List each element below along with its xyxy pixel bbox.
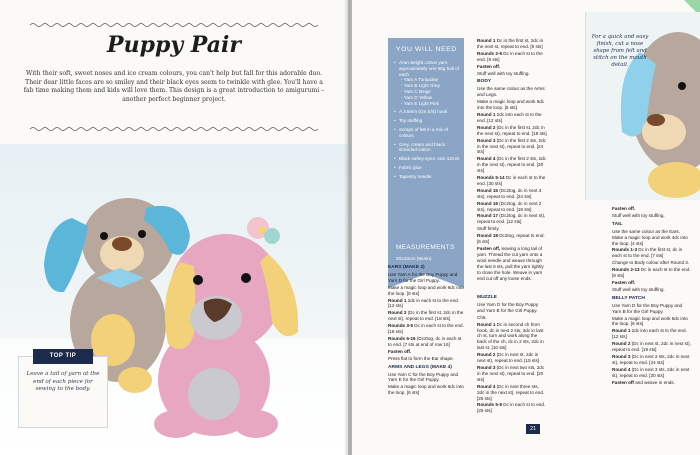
- pattern-line: Round 4 (Dc in next 3 sts, 2dc in next st), repeat to end. [30 sts]: [612, 366, 690, 378]
- pattern-line: Rounds 2-9 Dc in each st to the end. [9 sts]: [477, 50, 543, 62]
- pattern-line: Round 2 (Dc in the first st, 2dc in the next st), repeat to end. [18 sts]: [388, 310, 464, 322]
- muzzle-heading: MUZZLE: [477, 295, 497, 300]
- pattern-column-1-lower: [388, 262, 466, 397]
- intro-paragraph: With their soft, sweet noses and ice cream colours, you can't help but fall for this adorable duo. Their dear little faces are so smiley and their black eyes seem to twinkle with glee. You'll have a fab time making them and kids will love them. This design is a great introduction to amigurumi – another perfect beginner project.: [23, 70, 325, 103]
- pattern-line: Use Yarn D for the Boy Puppy and Yarn B for the Girl Puppy.: [477, 301, 539, 313]
- intro-wavy-divider: [30, 126, 318, 132]
- yarn-c-label: Yarn C Beige: [403, 88, 431, 94]
- right-page: [352, 0, 700, 455]
- materials-item: • A 3.5mm (US E/4) hook: [394, 109, 460, 115]
- pattern-line: Fasten off.: [612, 206, 636, 211]
- page-title: Puppy Pair: [107, 32, 241, 58]
- pattern-line: Rounds 5-14 Dc in each st to the end. [30 sts]: [477, 175, 546, 186]
- tail-heading: TAIL: [612, 221, 623, 227]
- pattern-line: Fasten off.: [612, 279, 636, 285]
- pattern-line: Round 3 (Dc in next two sts, 2dc in the next st), repeat to end. [20 sts]: [477, 364, 545, 382]
- yarn-d: - Yarn D Yellow: [401, 94, 432, 100]
- pattern-line: Rounds 3-5 Dc in each st to the end. [18 sts]: [388, 323, 464, 335]
- pattern-line: Change to Body colour after Round 3.: [612, 260, 690, 266]
- pattern-line: Stuff firmly.: [477, 226, 500, 232]
- pattern-line: Fasten off and weave in ends.: [612, 379, 675, 385]
- pattern-line: Round 17 (Dc2tog, dc in next st), repeat to end. [12 sts]: [477, 213, 546, 225]
- pattern-line: Round 1 Dc in second ch from hook, dc in next 2 sts, 3dc in last ch st, turn and work along the back of the ch, dc in 2 sts, 2dc in last st. [10 sts]: [477, 321, 544, 351]
- pattern-line: Round 2 (Dc in the first st, 2dc in the next st), repeat to end. [18 sts]: [477, 124, 547, 136]
- top-tip-label: TOP TIP: [33, 349, 93, 364]
- pattern-line: Round 4 (Dc in the first 2 sts, 2dc in the next st), repeat to end. [30 sts]: [477, 156, 546, 174]
- materials-item: • Black safety eyes, size 12mm: [394, 156, 460, 162]
- pattern-line: Rounds 5-9 Dc in each st to end. [25 sts]: [477, 402, 546, 414]
- yarn-e-label: Yarn E Light Pink: [403, 100, 439, 106]
- top-tip-box: [18, 353, 108, 428]
- pattern-line: Round 1 2dc into each st to the end. [12 sts]: [612, 328, 687, 340]
- pattern-line: Rounds 2-13 Dc in each st to the end. [9 sts]: [612, 267, 691, 279]
- yarn-c: - Yarn C Beige: [401, 88, 431, 94]
- pattern-line: Ch5.: [477, 314, 487, 320]
- pattern-line: Make a magic loop and work 6dc into the loop. [6 sts]: [388, 384, 464, 396]
- measurements-value: 20x10cm (8x4in): [396, 257, 432, 262]
- pattern-line: Stuff well with toy stuffing.: [612, 212, 665, 218]
- pattern-line: Stuff well with toy stuffing.: [612, 286, 665, 292]
- callout-text: For a quick and easy finish, cut a nose shape from felt and stitch on the mouth detail.: [591, 34, 649, 68]
- pattern-line: Round 4 (Dc in next three sts, 2dc in the next st), repeat to end. [25 sts]: [477, 383, 545, 401]
- yarn-e: - Yarn E Light Pink: [401, 100, 439, 106]
- pattern-line: Fasten off.: [388, 348, 412, 354]
- yarn-b-label: Yarn B Light Grey: [403, 83, 440, 89]
- yarn-a: - Yarn A Turquoise: [401, 77, 439, 83]
- pattern-line: Round 1 2dc in each st to the end. [12 sts]: [388, 297, 459, 309]
- pattern-line: Round 2 (Dc in next st, 2dc in next st), repeat to end. [18 sts]: [612, 341, 691, 353]
- left-page: [0, 0, 348, 455]
- pattern-line: Round 15 (Dc2tog, dc in next 3 sts), repeat to end. [24 sts]: [477, 187, 542, 199]
- pattern-line: Stuff well with toy stuffing.: [477, 70, 530, 76]
- belly-patch-heading: BELLY PATCH: [612, 295, 645, 301]
- pattern-line: Round 1 2dc into each st to the end. [12 sts]: [477, 111, 542, 123]
- pattern-line: Make a magic loop and work 6dc into the loop. [6 sts]: [612, 315, 688, 327]
- you-will-need-heading: YOU WILL NEED: [396, 46, 457, 53]
- pattern-column-2: [477, 38, 547, 282]
- ears-heading: EARS (MAKE 2): [388, 265, 425, 270]
- pattern-line: Use the same colour as the Arms and Legs.: [477, 86, 545, 98]
- page-number: 21: [526, 424, 540, 434]
- pattern-column-3: [612, 206, 692, 386]
- yarn-d-label: Yarn D Yellow: [403, 94, 432, 100]
- pattern-line: Rounds 1-3 Dc in the first st, dc in each st to the end. [7 sts]: [612, 247, 683, 259]
- pattern-line: Use Yarn A for the Boy Puppy and Yarn D for the Girl Puppy.: [388, 271, 458, 283]
- materials-item: • Tapestry needle: [394, 174, 460, 180]
- yarn-a-label: Yarn A Turquoise: [403, 77, 439, 83]
- pattern-line: Fasten off, leaving a long tail of yarn. Thread the cut yarn onto a wool needle and weave through the last 6 sts, pull the yarn tightly to close the hole. Weave in yarn end cut off any loose ends.: [477, 246, 544, 281]
- materials-item: [394, 60, 460, 106]
- top-wavy-divider: [30, 22, 318, 28]
- pattern-line: Round 3 (Dc in next 2 sts, 2dc in next st), repeat to end. [24 sts]: [612, 353, 690, 365]
- pattern-line: Use Yarn C for the Boy Puppy and Yarn E for the Girl Puppy.: [388, 371, 459, 383]
- pattern-line: Round 1 Dc in the first st, 2dc in the next st, repeat to end. [9 sts]: [477, 38, 544, 49]
- pattern-line: Use the same colour as the Ears. Make a magic loop and work 4dc into the loop. [4 sts]: [612, 228, 688, 246]
- pattern-line: Fasten off.: [477, 63, 501, 69]
- pattern-line: Rounds 6-16 (Dc2tog, dc in each st to end. [7 sts at end of row 16]: [388, 335, 462, 347]
- materials-item: • Fabric glue: [394, 165, 460, 171]
- materials-item: • Toy stuffing: [394, 118, 460, 124]
- pattern-line: Round 2 (Dc in next st, 2dc in next st), repeat to end. [15 sts]: [477, 352, 540, 364]
- materials-item: • Grey, cream and black stranded cotton: [394, 142, 460, 154]
- top-tip-text: Leave a tail of yarn at the end of each piece for sewing to the body.: [26, 371, 100, 393]
- arms-legs-heading: ARMS AND LEGS (MAKE 4): [388, 364, 452, 370]
- pattern-line: Round 18 Dc2tog, repeat to end. [6 sts]: [477, 233, 545, 245]
- materials-list: [394, 60, 460, 183]
- you-will-need-banner: [388, 38, 464, 288]
- pattern-line: Make a magic loop and work 6dc into the loop. [6 sts]: [388, 284, 464, 296]
- pattern-line: Round 16 (Dc2tog, dc in next 2 sts), repeat to end. [18 sts]: [477, 200, 542, 212]
- materials-item: • Scraps of felt in a mix of colours: [394, 127, 460, 139]
- pattern-column-2-lower: [477, 292, 547, 415]
- body-heading: BODY: [477, 79, 492, 85]
- pattern-line: Use Yarn D for the Boy Puppy and Yarn B for the Girl Puppy.: [612, 302, 683, 314]
- pattern-line: Make a magic loop and work 6dc into the loop. [6 sts]: [477, 99, 545, 111]
- pattern-line: Press flat to form the Ear shape.: [388, 355, 454, 361]
- yarn-b: - Yarn B Light Grey: [401, 83, 440, 89]
- pattern-line: Round 3 (Dc in the first 2 sts, 2dc in the next st), repeat to end. [24 sts]: [477, 137, 546, 155]
- materials-item-text: Aran weight cotton yarn, approximately one 50g ball of each: [399, 60, 460, 77]
- measurements-heading: MEASUREMENTS: [396, 244, 455, 251]
